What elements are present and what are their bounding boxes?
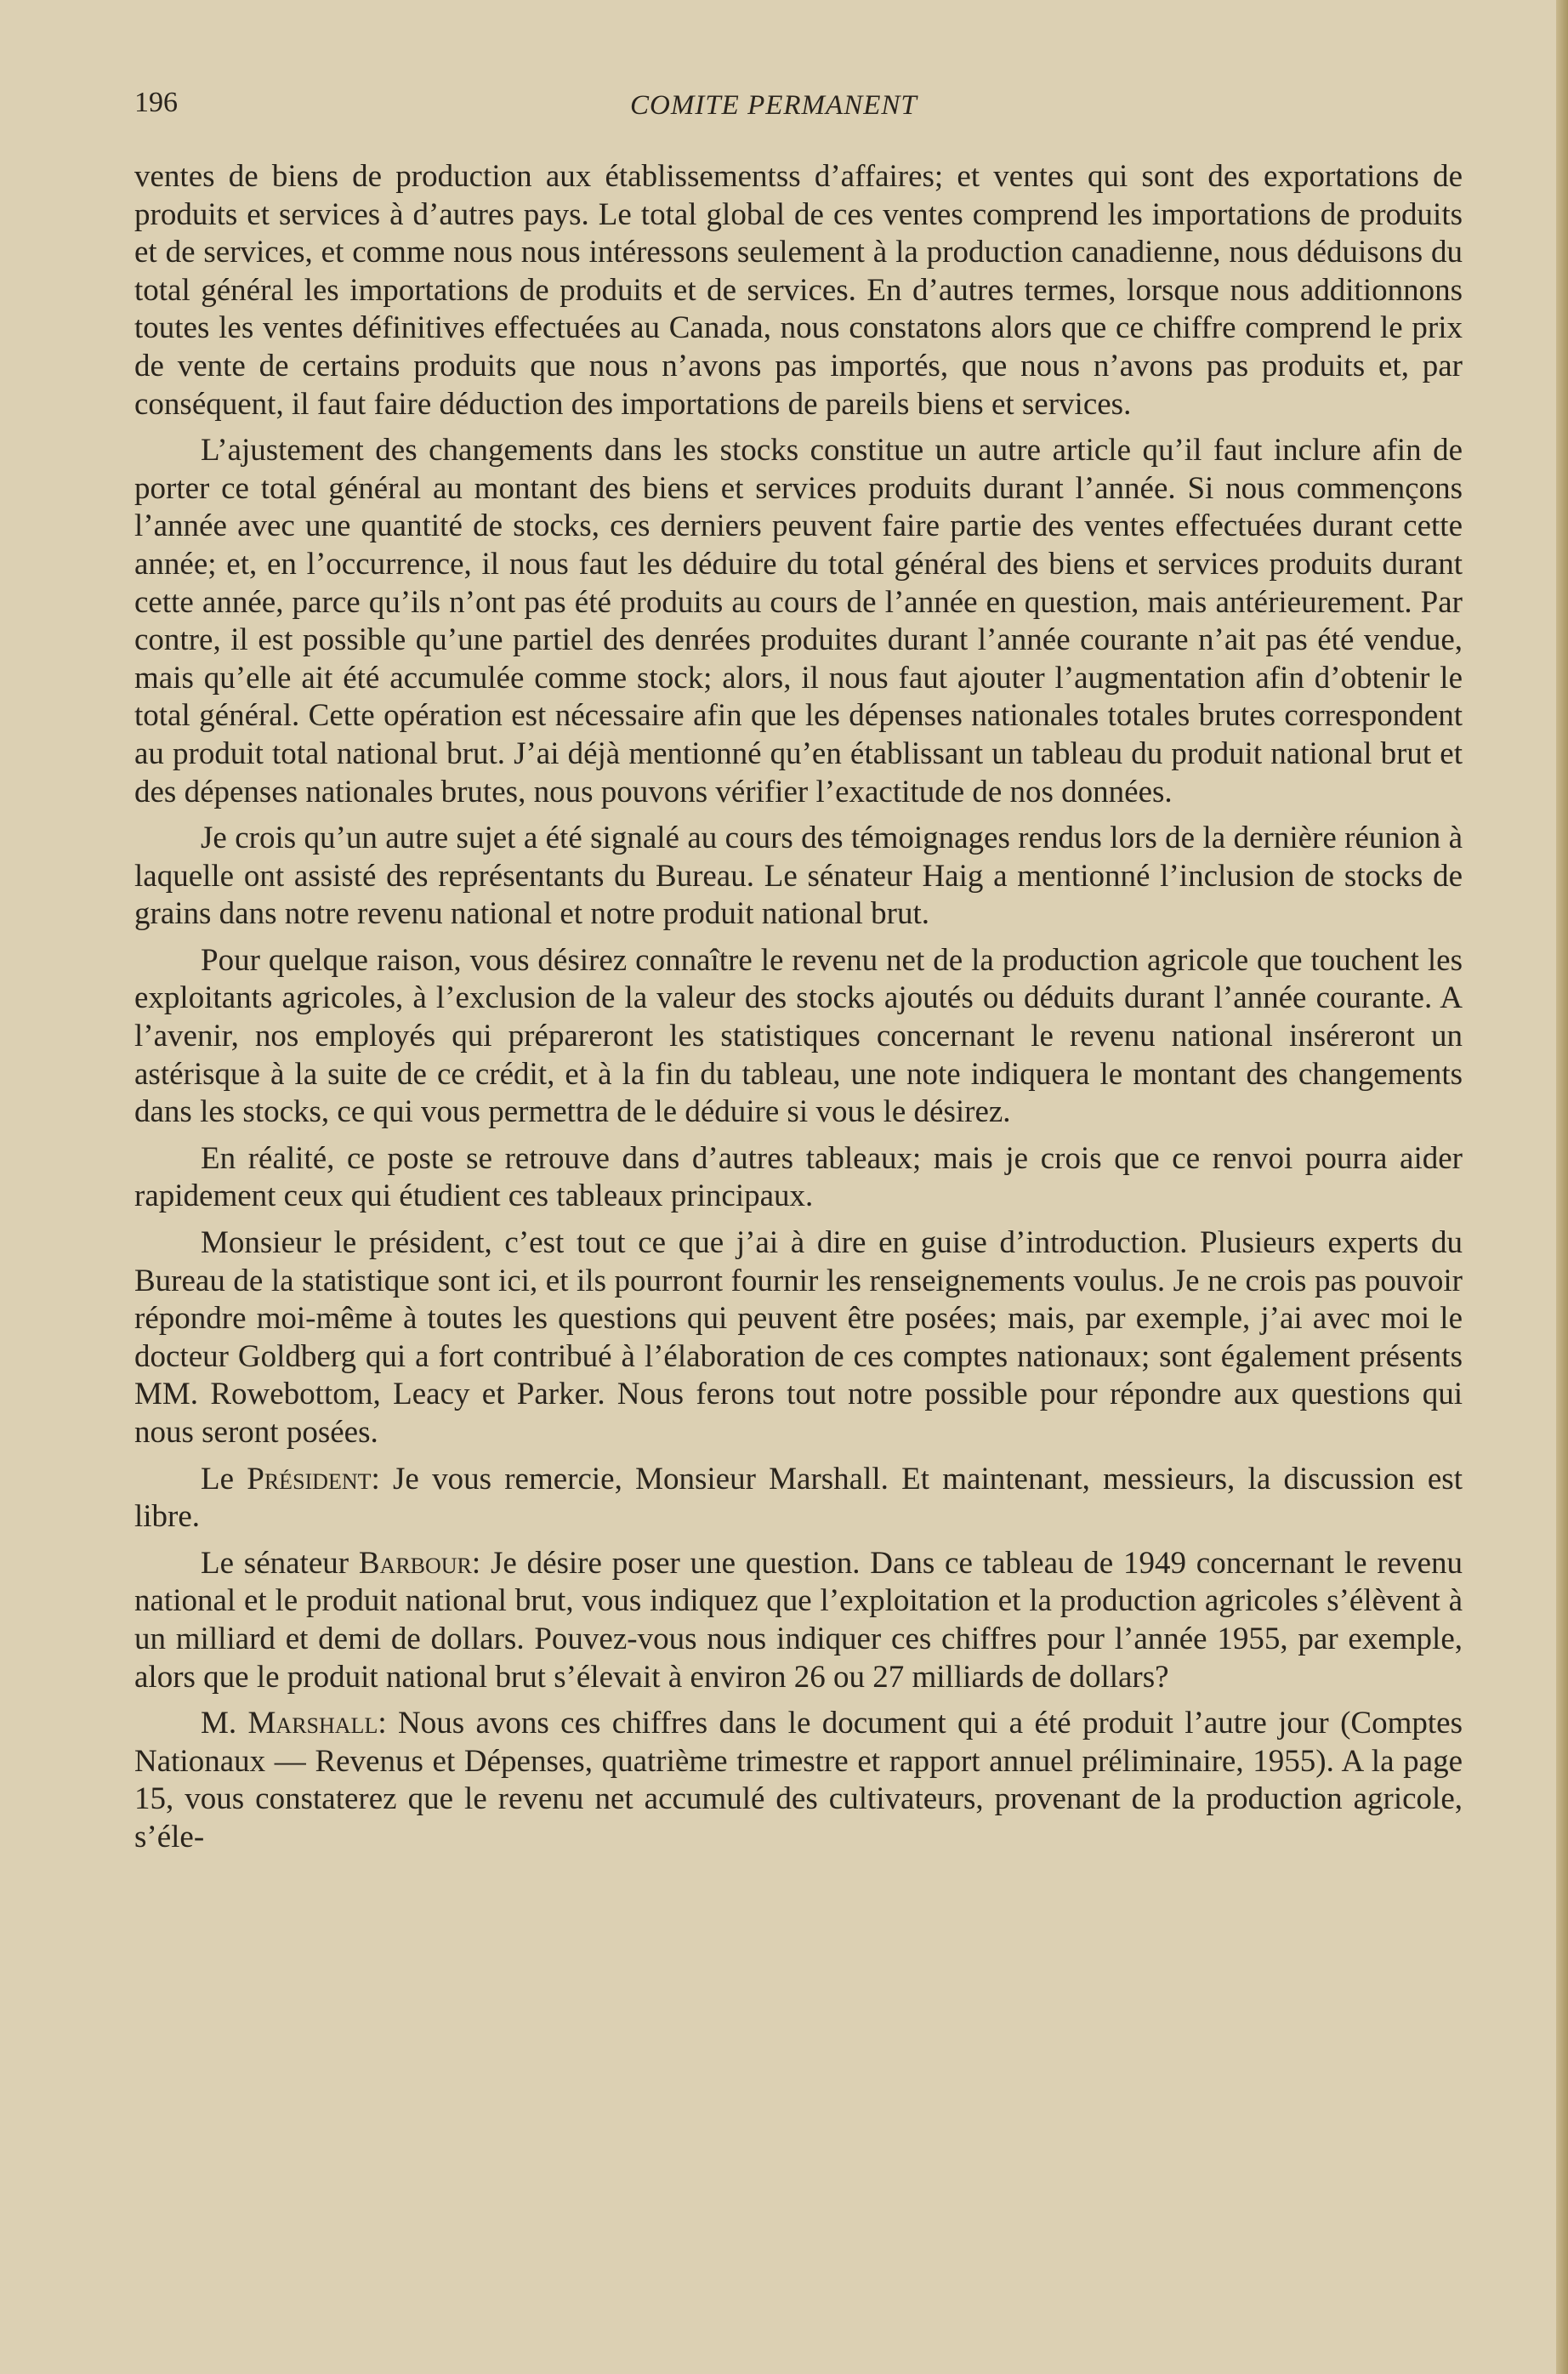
speaker-name: Barbour [358, 1545, 472, 1581]
speaker-name: Président [247, 1461, 372, 1497]
page-header [134, 87, 1461, 129]
paragraph: Je crois qu’un autre sujet a été signalé au cours des témoignages rendus lors de la dernière réunion à laquelle ont assisté des représentants du Bureau. Le sénateur Haig a mentionné l’inclusion de stocks de grains dans notre revenu national et notre produit national brut. [134, 821, 1463, 932]
paragraph: En réalité, ce poste se retrouve dans d’autres tableaux; mais je crois que ce renvoi pourra aider rapidement ceux qui étudient ces tableaux principaux. [134, 1140, 1463, 1214]
running-title: COMITE PERMANENT [630, 90, 918, 121]
body-text [134, 158, 1463, 1866]
paragraph: ventes de biens de production aux établissementss d’affaires; et ventes qui sont des exportations de produits et services à d’autres pays. Le total global de ces ventes comprend les importations de produits et de services, et comme nous nous intéressons seulement à la production canadienne, nous déduisons du total général les importations de produits et de services. En d’autres termes, lorsque nous additionnons toutes les ventes définitives effectuées au Canada, nous constatons alors que ce chiffre comprend le prix de vente de certains produits que nous n’avons pas importés, que nous n’avons pas produits et, par conséquent, il faut faire déduction des importations de pareils biens et services. [134, 159, 1463, 422]
paragraph: Monsieur le président, c’est tout ce que j’ai à dire en guise d’introduction. Plusieurs experts du Bureau de la statistique sont ici, et ils pourront fournir les renseignements voulus. Je ne crois pas pouvoir répondre moi-même à toutes les questions qui peuvent être posées; mais, par exemple, j’ai avec moi le docteur Goldberg qui a fort contribué à l’élaboration de ces comptes nationaux; sont également présents MM. Rowebottom, Leacy et Parker. Nous ferons tout notre possible pour répondre aux questions qui nous seront posées. [134, 1225, 1463, 1450]
speaker-paragraph: M. Marshall: Nous avons ces chiffres dans le document qui a été produit l’autre jour (Comptes Nationaux — Revenus et Dépenses, quatrième trimestre et rapport annuel préliminaire, 1955). A la page 15, vous constaterez que le revenu net accumulé des cultivateurs, provenant de la production agricole, s’éle- [134, 1706, 1463, 1854]
paragraph: L’ajustement des changements dans les stocks constitue un autre article qu’il faut inclure afin de porter ce total général au montant des biens et services produits durant l’année. Si nous commençons l’année avec une quantité de stocks, ces derniers peuvent faire partie des ventes effectuées durant cette année; et, en l’occurrence, il nous faut les déduire du total général des biens et services produits durant cette année, parce qu’ils n’ont pas été produits au cours de l’année en question, mais antérieurement. Par contre, il est possible qu’une partiel des denrées produites durant l’année courante n’ait pas été vendue, mais qu’elle ait été accumulée comme stock; alors, il nous faut ajouter l’augmentation afin d’obtenir le total général. Cette opération est nécessaire afin que les dépenses nationales totales brutes correspondent au produit total national brut. J’ai déjà mentionné qu’en établissant un tableau du produit national brut et des dépenses nationales brutes, nous pouvons vérifier l’exactitude de nos données. [134, 433, 1463, 809]
speaker-name: Marshall [247, 1706, 378, 1741]
page-edge [1556, 0, 1568, 2374]
paragraph: Pour quelque raison, vous désirez connaître le revenu net de la production agricole que touchent les exploitants agricoles, à l’exclusion de la valeur des stocks ajoutés ou déduits durant l’année courante. A l’avenir, nos employés qui prépareront les statistiques concernant le revenu national inséreront un astérisque à la suite de ce crédit, et à la fin du tableau, une note indiquera le montant des changements dans les stocks, ce qui vous permettra de le déduire si vous le désirez. [134, 942, 1463, 1130]
speaker-paragraph: Le sénateur Barbour: Je désire poser une question. Dans ce tableau de 1949 concernant le revenu national et le produit national brut, vous indiquez que l’exploitation et la production agricoles s’élèvent à un milliard et demi de dollars. Pouvez-vous nous indiquer ces chiffres pour l’année 1955, par exemple, alors que le produit national brut s’élevait à environ 26 ou 27 milliards de dollars? [134, 1545, 1463, 1695]
speaker-paragraph: Le Président: Je vous remercie, Monsieur Marshall. Et maintenant, messieurs, la discussion est libre. [134, 1461, 1463, 1535]
page-number: 196 [134, 87, 178, 118]
